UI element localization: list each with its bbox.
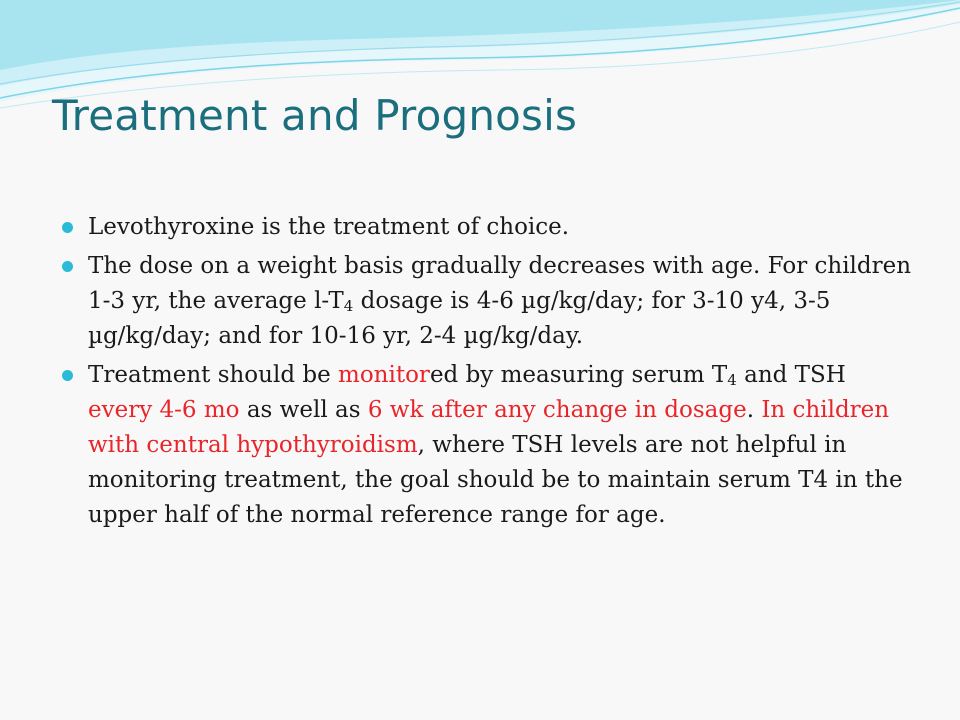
text-segment: , where TSH levels are not helpful in monitoring treatment, the goal should be to maintain serum T4 in the upper half of the normal reference range for age. <box>88 432 903 528</box>
bullet-item <box>62 249 912 354</box>
highlighted-text: In children with central hypothyroidism <box>88 397 890 458</box>
text-segment: as well as <box>239 397 368 423</box>
bullet-dot-icon <box>62 222 73 233</box>
bullet-text <box>88 362 903 528</box>
text-segment: ed by measuring serum T <box>429 362 728 388</box>
slide-title: Treatment and Prognosis <box>52 91 578 140</box>
text-segment: dosage is 4-6 µg/kg/day; for 3-10 y4, 3-5 µg/kg/day; and for 10-16 yr, 2-4 µg/kg/day. <box>88 288 831 349</box>
bullet-text <box>88 214 569 240</box>
highlighted-text: 6 wk after any change in dosage <box>367 397 747 423</box>
text-segment: . <box>746 397 762 423</box>
subscript-text: 4 <box>343 297 354 315</box>
bullet-text <box>88 253 911 349</box>
bullet-item <box>62 358 912 533</box>
text-segment: and TSH <box>736 362 846 388</box>
text-segment: Treatment should be <box>88 362 339 388</box>
highlighted-text: monitor <box>338 362 430 388</box>
highlighted-text: every 4-6 mo <box>88 397 240 423</box>
bullet-list <box>62 210 912 537</box>
text-segment: The dose on a weight basis gradually decreases with age. For children 1-3 yr, the average l-T <box>88 253 912 314</box>
subscript-text: 4 <box>727 371 737 389</box>
bullet-dot-icon <box>62 370 73 381</box>
bullet-item <box>62 210 912 245</box>
bullet-dot-icon <box>62 261 73 272</box>
text-segment: Levothyroxine is the treatment of choice. <box>88 214 570 240</box>
